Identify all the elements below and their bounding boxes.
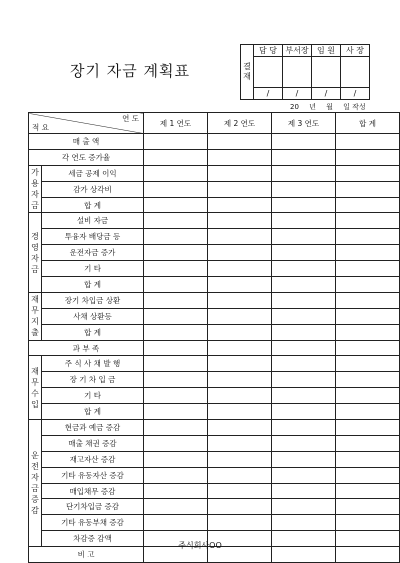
row-label: 기 타: [42, 388, 144, 404]
row-label: 투융자 배당금 등: [42, 229, 144, 245]
approval-date[interactable]: /: [312, 88, 341, 100]
value-cell[interactable]: [144, 165, 208, 181]
row-label: 현금과 예금 증감: [42, 420, 144, 436]
group-label-char: 무: [31, 306, 39, 316]
group-label: [29, 356, 42, 420]
table-row: [29, 324, 400, 340]
value-cell[interactable]: [208, 292, 272, 308]
group-label-char: 경: [31, 231, 39, 241]
approval-role-manager: 부서장: [283, 45, 312, 57]
row-label: 재고자산 증감: [42, 451, 144, 467]
table-row: [29, 483, 400, 499]
column-header: 제 2 연도: [208, 113, 272, 134]
signature-cell[interactable]: [341, 57, 370, 88]
value-cell[interactable]: [272, 229, 336, 245]
column-header: 합 계: [336, 113, 400, 134]
group-label-char: 지: [31, 317, 39, 327]
group-label-char: 영: [31, 242, 39, 252]
table-row: [29, 420, 400, 436]
table-row: [29, 372, 400, 388]
value-cell[interactable]: [208, 467, 272, 483]
table-row: [29, 308, 400, 324]
table-row: [29, 356, 400, 372]
row-label: 합 계: [42, 404, 144, 420]
approval-box: [240, 44, 370, 100]
value-cell[interactable]: [144, 435, 208, 451]
group-label-char: 용: [31, 179, 39, 189]
table-row: [29, 340, 400, 356]
row-label: 매입채무 증감: [42, 483, 144, 499]
row-label: 단기차입금 증감: [42, 499, 144, 515]
value-cell[interactable]: [336, 435, 400, 451]
table-row: [29, 277, 400, 293]
value-cell[interactable]: [272, 213, 336, 229]
table-row: [29, 134, 400, 150]
value-cell[interactable]: [144, 149, 208, 165]
value-cell[interactable]: [336, 483, 400, 499]
row-label: 비 고: [29, 547, 144, 563]
group-label-char: 출: [31, 328, 39, 338]
value-cell[interactable]: [144, 292, 208, 308]
value-cell[interactable]: [208, 388, 272, 404]
value-cell[interactable]: [272, 292, 336, 308]
value-cell[interactable]: [272, 149, 336, 165]
group-label-char: 입: [31, 399, 39, 409]
value-cell[interactable]: [336, 499, 400, 515]
row-label: 장기 차입금 상환: [42, 292, 144, 308]
value-cell[interactable]: [144, 372, 208, 388]
row-label: 주 식 사 채 발 행: [42, 356, 144, 372]
group-label: [29, 165, 42, 213]
value-cell[interactable]: [272, 277, 336, 293]
approval-date[interactable]: /: [283, 88, 312, 100]
value-cell[interactable]: [336, 467, 400, 483]
row-label: 세금 공제 이익: [42, 165, 144, 181]
value-cell[interactable]: [208, 340, 272, 356]
row-label: 운전자금 증가: [42, 245, 144, 261]
value-cell[interactable]: [272, 420, 336, 436]
table-row: [29, 197, 400, 213]
value-cell[interactable]: [336, 340, 400, 356]
value-cell[interactable]: [208, 451, 272, 467]
value-cell[interactable]: [208, 308, 272, 324]
value-cell[interactable]: [272, 451, 336, 467]
date-month: 월: [326, 103, 333, 111]
value-cell[interactable]: [144, 340, 208, 356]
row-label: 과 부 족: [29, 340, 144, 356]
row-label: 기타 유동부채 증감: [42, 515, 144, 531]
value-cell[interactable]: [208, 483, 272, 499]
value-cell[interactable]: [272, 388, 336, 404]
row-label: 각 연도 증가율: [29, 149, 144, 165]
value-cell[interactable]: [144, 451, 208, 467]
row-label: 장 기 차 입 금: [42, 372, 144, 388]
table-row: [29, 261, 400, 277]
value-cell[interactable]: [208, 181, 272, 197]
value-cell[interactable]: [272, 261, 336, 277]
fund-plan-table: [28, 112, 400, 563]
approval-role-executive: 임 원: [312, 45, 341, 57]
value-cell[interactable]: [144, 467, 208, 483]
table-row: [29, 388, 400, 404]
value-cell[interactable]: [336, 213, 400, 229]
row-label: 매 출 액: [29, 134, 144, 150]
value-cell[interactable]: [144, 181, 208, 197]
header-diagonal-cell: [29, 113, 144, 134]
value-cell[interactable]: [144, 404, 208, 420]
value-cell[interactable]: [336, 134, 400, 150]
value-cell[interactable]: [272, 356, 336, 372]
value-cell[interactable]: [336, 261, 400, 277]
table-row: [29, 213, 400, 229]
table-row: [29, 404, 400, 420]
value-cell[interactable]: [208, 213, 272, 229]
group-label-char: 자: [31, 473, 39, 483]
value-cell[interactable]: [208, 134, 272, 150]
value-cell[interactable]: [336, 229, 400, 245]
value-cell[interactable]: [208, 420, 272, 436]
value-cell[interactable]: [144, 324, 208, 340]
group-label-char: 금: [31, 484, 39, 494]
value-cell[interactable]: [272, 181, 336, 197]
group-label-char: 금: [31, 201, 39, 211]
value-cell[interactable]: [336, 165, 400, 181]
value-cell[interactable]: [144, 388, 208, 404]
value-cell[interactable]: [336, 277, 400, 293]
row-label: 설비 자금: [42, 213, 144, 229]
value-cell[interactable]: [336, 308, 400, 324]
row-label: 기타 유동자산 증감: [42, 467, 144, 483]
value-cell[interactable]: [336, 388, 400, 404]
column-header: 제 3 연도: [272, 113, 336, 134]
group-label-char: 감: [31, 506, 39, 516]
value-cell[interactable]: [272, 404, 336, 420]
value-cell[interactable]: [272, 134, 336, 150]
date-year: 년: [309, 103, 316, 111]
value-cell[interactable]: [144, 515, 208, 531]
form-title: 장기 자금 계획표: [70, 62, 190, 80]
value-cell[interactable]: [144, 261, 208, 277]
group-label-char: 재: [31, 366, 39, 376]
value-cell[interactable]: [272, 197, 336, 213]
value-cell[interactable]: [208, 324, 272, 340]
approval-date[interactable]: /: [254, 88, 283, 100]
date-century: 20: [290, 103, 299, 111]
value-cell[interactable]: [208, 515, 272, 531]
table-row: [29, 245, 400, 261]
value-cell[interactable]: [336, 451, 400, 467]
value-cell[interactable]: [208, 435, 272, 451]
value-cell[interactable]: [272, 515, 336, 531]
value-cell[interactable]: [336, 515, 400, 531]
value-cell[interactable]: [336, 404, 400, 420]
value-cell[interactable]: [272, 483, 336, 499]
value-cell[interactable]: [272, 245, 336, 261]
row-label: 차감증 감액: [42, 531, 144, 547]
row-label: 감가 상각비: [42, 181, 144, 197]
row-label: 합 계: [42, 197, 144, 213]
group-label: [29, 420, 42, 547]
signature-cell[interactable]: [312, 57, 341, 88]
table-row: [29, 515, 400, 531]
group-label-char: 재: [31, 295, 39, 305]
value-cell[interactable]: [336, 292, 400, 308]
approval-date[interactable]: /: [341, 88, 370, 100]
value-cell[interactable]: [144, 197, 208, 213]
group-label-char: 가: [31, 168, 39, 178]
value-cell[interactable]: [144, 134, 208, 150]
value-cell[interactable]: [144, 356, 208, 372]
value-cell[interactable]: [336, 197, 400, 213]
approval-label: 결재: [241, 45, 254, 100]
row-label: 기 타: [42, 261, 144, 277]
row-label: 사채 상환등: [42, 308, 144, 324]
value-cell[interactable]: [208, 149, 272, 165]
column-header: 제 1 연도: [144, 113, 208, 134]
company-name: 주식회사OO: [178, 541, 222, 550]
table-row: [29, 451, 400, 467]
signature-cell[interactable]: [254, 57, 283, 88]
row-label: 합 계: [42, 277, 144, 293]
value-cell[interactable]: [208, 261, 272, 277]
table-row: [29, 435, 400, 451]
value-cell[interactable]: [336, 245, 400, 261]
value-cell[interactable]: [336, 372, 400, 388]
value-cell[interactable]: [336, 149, 400, 165]
value-cell[interactable]: [272, 372, 336, 388]
row-label: 매출 채권 증감: [42, 435, 144, 451]
value-cell[interactable]: [272, 324, 336, 340]
value-cell[interactable]: [208, 245, 272, 261]
table-row: [29, 229, 400, 245]
header-year-label: 연 도: [122, 114, 139, 123]
value-cell[interactable]: [208, 372, 272, 388]
table-row: [29, 181, 400, 197]
value-cell[interactable]: [208, 499, 272, 515]
value-cell[interactable]: [208, 277, 272, 293]
value-cell[interactable]: [272, 308, 336, 324]
value-cell[interactable]: [144, 308, 208, 324]
approval-role-staff: 담 당: [254, 45, 283, 57]
value-cell[interactable]: [144, 229, 208, 245]
value-cell[interactable]: [144, 213, 208, 229]
value-cell[interactable]: [336, 181, 400, 197]
table-row: [29, 499, 400, 515]
group-label-char: 자: [31, 190, 39, 200]
value-cell[interactable]: [208, 229, 272, 245]
value-cell[interactable]: [272, 165, 336, 181]
value-cell[interactable]: [208, 404, 272, 420]
value-cell[interactable]: [144, 277, 208, 293]
value-cell[interactable]: [208, 197, 272, 213]
table-row: [29, 467, 400, 483]
row-label: 합 계: [42, 324, 144, 340]
date-line: [290, 102, 374, 112]
table-row: [29, 165, 400, 181]
group-label-char: 금: [31, 264, 39, 274]
signature-cell[interactable]: [283, 57, 312, 88]
value-cell[interactable]: [144, 483, 208, 499]
value-cell[interactable]: [272, 499, 336, 515]
value-cell[interactable]: [272, 467, 336, 483]
value-cell[interactable]: [336, 420, 400, 436]
group-label: [29, 292, 42, 340]
value-cell[interactable]: [144, 420, 208, 436]
group-label-char: 전: [31, 462, 39, 472]
group-label-char: 자: [31, 253, 39, 263]
group-label: [29, 213, 42, 292]
value-cell[interactable]: [208, 356, 272, 372]
table-row: [29, 292, 400, 308]
approval-role-president: 사 장: [341, 45, 370, 57]
date-day: 일 작성: [343, 103, 366, 111]
value-cell[interactable]: [144, 499, 208, 515]
value-cell[interactable]: [272, 435, 336, 451]
group-label-char: 무: [31, 377, 39, 387]
table-row: [29, 149, 400, 165]
value-cell[interactable]: [144, 245, 208, 261]
value-cell[interactable]: [336, 324, 400, 340]
header-item-label: 적 요: [32, 123, 49, 132]
group-label-char: 수: [31, 388, 39, 398]
value-cell[interactable]: [272, 340, 336, 356]
value-cell[interactable]: [208, 165, 272, 181]
group-label-char: 운: [31, 451, 39, 461]
group-label-char: 증: [31, 495, 39, 505]
value-cell[interactable]: [336, 356, 400, 372]
